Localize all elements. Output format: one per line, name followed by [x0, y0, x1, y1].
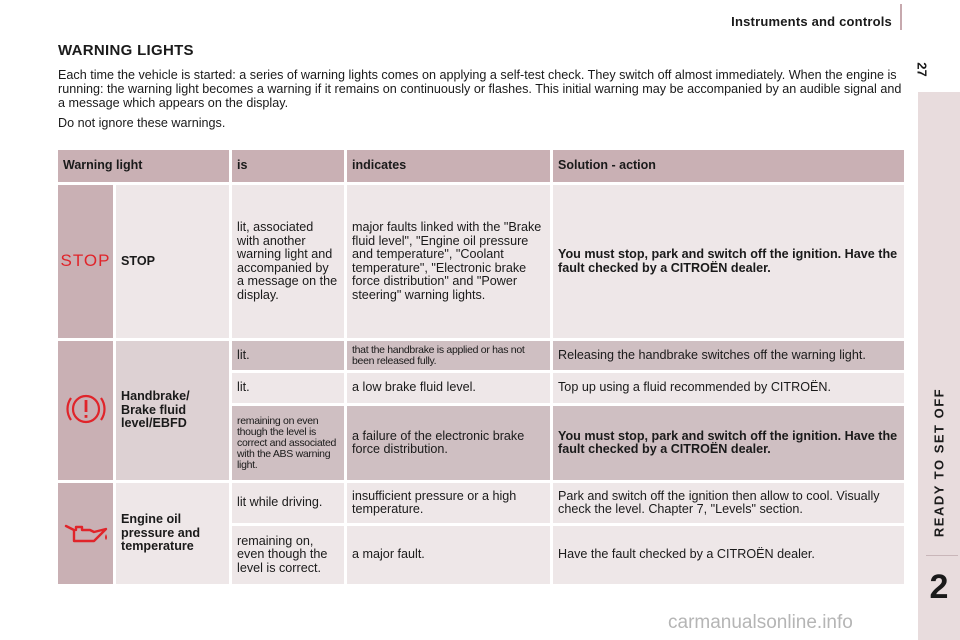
watermark: carmanualsonline.info — [668, 612, 853, 633]
chapter-side-band — [918, 92, 960, 640]
cell-action: Park and switch off the ignition then allow to cool. Visually check the level. Chapter 7, "Levels" section. — [553, 483, 904, 523]
cell-is: lit while driving. — [232, 483, 347, 523]
header-indicates: indicates — [347, 150, 553, 182]
page-header-title: Instruments and controls — [731, 14, 892, 29]
section-title: WARNING LIGHTS — [58, 42, 194, 59]
header-divider — [900, 4, 902, 30]
cell-is: remaining on, even though the level is correct. — [232, 526, 347, 584]
side-divider — [926, 555, 958, 556]
brake-warning-icon — [64, 387, 108, 431]
chapter-side-label: READY TO SET OFF — [931, 387, 947, 538]
table-row — [58, 185, 904, 338]
cell-indicates: a failure of the electronic brake force distribution. — [347, 406, 553, 480]
header-is: is — [232, 150, 347, 182]
cell-action: Top up using a fluid recommended by CITROËN. — [553, 373, 904, 403]
table-row — [58, 483, 904, 523]
cell-indicates: that the handbrake is applied or has not been released fully. — [347, 341, 553, 370]
chapter-number: 2 — [929, 568, 949, 606]
cell-action: Have the fault checked by a CITROËN dealer. — [553, 526, 904, 584]
stop-icon: STOP — [60, 250, 111, 270]
intro-text — [58, 68, 904, 136]
warning-name: Engine oil pressure and temperature — [116, 483, 232, 584]
page-number: 27 — [914, 62, 930, 77]
table-header-row — [58, 150, 904, 182]
oil-icon-cell — [58, 483, 116, 584]
cell-indicates: a major fault. — [347, 526, 553, 584]
warning-lights-table — [58, 147, 904, 587]
header-warning-light: Warning light — [58, 150, 232, 182]
cell-action: Releasing the handbrake switches off the warning light. — [553, 341, 904, 370]
cell-indicates: major faults linked with the "Brake fluid level", "Engine oil pressure and temperature", "Coolant temperature", "Electronic brake force distribution" and "Power steering" warning lights. — [347, 185, 553, 338]
intro-paragraph: Each time the vehicle is started: a series of warning lights comes on applying a self-test check. They switch off almost immediately. When the engine is running: the warning light becomes a warning if it remains on continuously or flashes. This initial warning may be accompanied by an audible signal and a message which appears on the display. — [58, 68, 902, 110]
cell-is: lit. — [232, 373, 347, 403]
oil-can-icon — [62, 517, 110, 547]
warning-name: STOP — [116, 185, 232, 338]
cell-indicates: insufficient pressure or a high temperature. — [347, 483, 553, 523]
header-solution-action: Solution - action — [553, 150, 904, 182]
cell-indicates: a low brake fluid level. — [347, 373, 553, 403]
cell-is: lit. — [232, 341, 347, 370]
warning-name: Handbrake/ Brake fluid level/EBFD — [116, 341, 232, 480]
cell-action: You must stop, park and switch off the ignition. Have the fault checked by a CITROËN dealer. — [553, 185, 904, 338]
table-row — [58, 341, 904, 370]
cell-action: You must stop, park and switch off the ignition. Have the fault checked by a CITROËN dealer. — [553, 406, 904, 480]
cell-is: lit, associated with another warning light and accompanied by a message on the display. — [232, 185, 347, 338]
stop-icon-cell — [58, 185, 116, 338]
intro-note: Do not ignore these warnings. — [58, 116, 226, 130]
cell-is: remaining on even though the level is correct and associated with the ABS warning light. — [232, 406, 347, 480]
brake-icon-cell — [58, 341, 116, 480]
